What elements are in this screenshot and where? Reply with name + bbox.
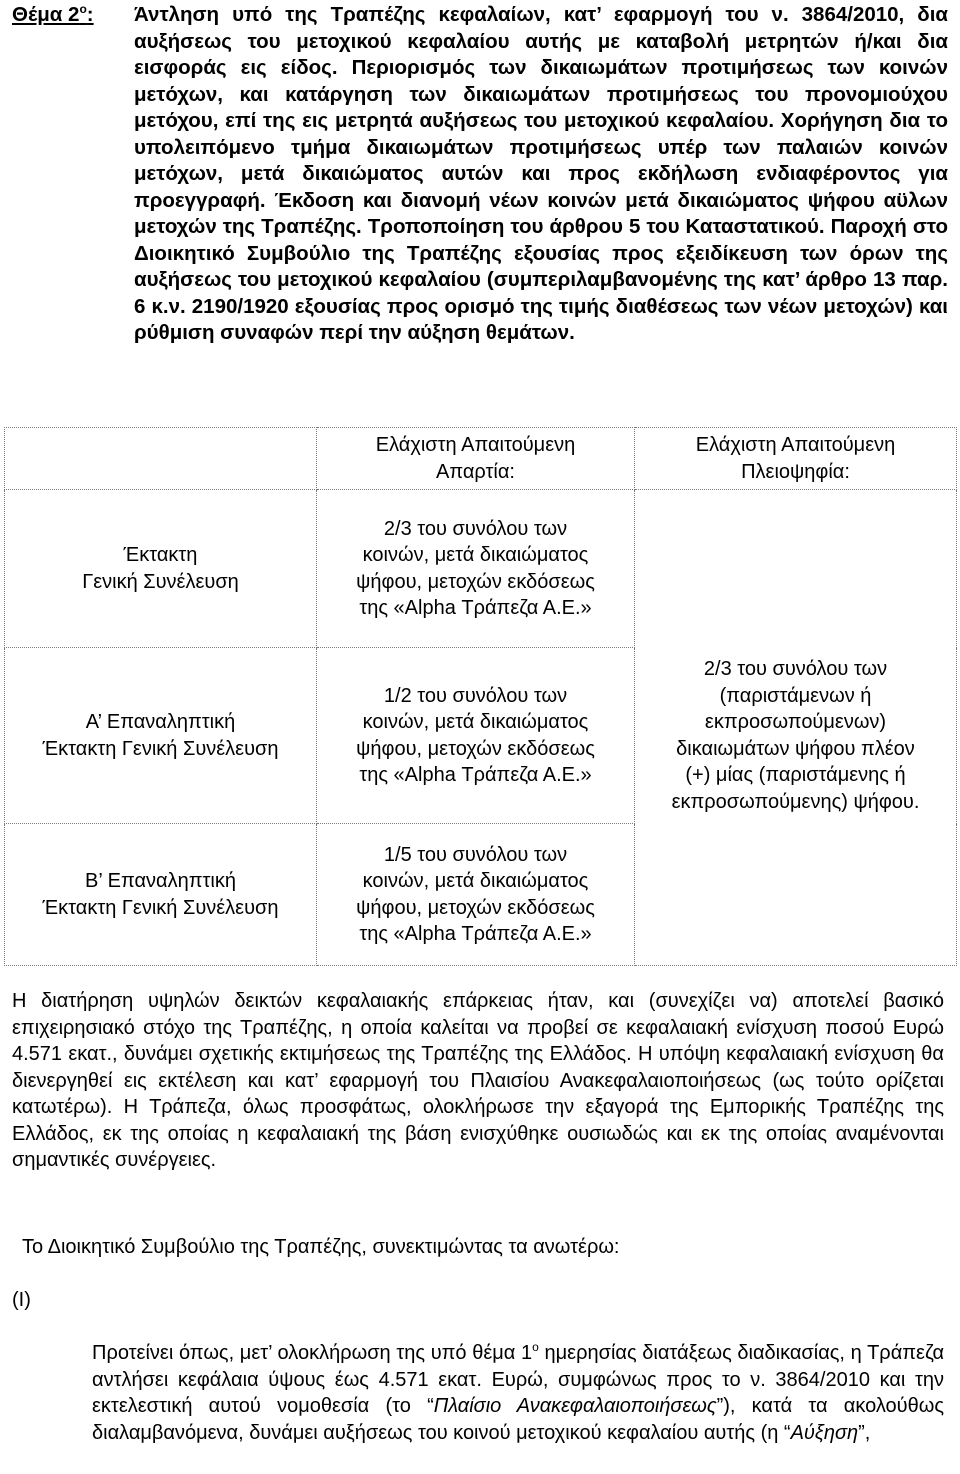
proposal-paragraph: Προτείνει όπως, μετ’ ολοκλήρωση της υπό θέμα $1^o$ ημερησίας διατάξεως διαδικασίας, η Τράπεζα αντλήσει κεφάλαια ύψους έως 4.571 εκατ. Ευρώ, συμφώνως προς το ν. 3864/2010 και την εκτελεστική αυτού νομοθεσία (το “Πλαίσιο Ανακεφαλαιοποιήσεως”), κατά τα ακολούθως διαλαμβανόμενα, δυνάμει αυξήσεως του κοινού μετοχικού κεφαλαίου αυτής (η “Αύξηση”, (92, 1340, 945, 1444)
agenda-item-text: Άντληση υπό της Τραπέζης κεφαλαίων, κατ’ εφαρμογή του ν. 3864/2010, δια αυξήσεως του μετοχικού κεφαλαίου αυτής με καταβολή μετρητών ή/και δια εισφοράς εις είδος. Περιορισμός των δικαιωμάτων προτιμήσεως των κοινών μετόχων, και κατάργηση των δικαιωμάτων προτιμήσεως του προνομιούχου μετόχου, επί της εις μετρητά αυξήσεως του μετοχικού κεφαλαίου. Χορήγηση δια το υπολειπόμενο τμήμα δικαιωμάτων προτιμήσεως υπέρ των παλαιών κοινών μετόχων, μετά δικαιώματος αυτών και προς εκδήλωση ενδιαφέροντος για προεγγραφή. Έκδοση και διανομή νέων κοινών μετά δικαιώματος ψήφου αϋλων μετοχών της Τραπέζης. Τροποποίηση του άρθρου 5 του Καταστατικού. Παροχή στο Διοικητικό Συμβούλιο της Τραπέζης εξουσίας προς εξειδίκευση των όρων της αυξήσεως του μετοχικού κεφαλαίου (συμπεριλαμβανομένης της κατ’ άρθρο 13 παρ. 6 κ.ν. 2190/1920 εξουσίας προς ορισμό της τιμής διαθέσεως των νέων μετοχών) και ρύθμιση συναφών περί την αύξηση θεμάτων. (134, 3, 948, 344)
table-header-row (5, 428, 957, 490)
quorum-cell: 1/5 του συνόλου των κοινών, μετά δικαιώματος ψήφου, μετοχών εκδόσεως της «Alpha Τράπεζα Α.Ε.» (317, 824, 635, 966)
majority-cell: 2/3 του συνόλου των (παριστάμενων ή εκπροσωπούμενων) δικαιωμάτων ψήφου πλέον (+) μίας (παριστάμενης ή εκπροσωπούμενης) ψήφου. (635, 648, 957, 824)
meeting-cell: Α’ Επαναληπτική Έκτακτη Γενική Συνέλευση (5, 648, 317, 824)
capital-adequacy-paragraph: Η διατήρηση υψηλών δεικτών κεφαλαιακής επάρκειας ήταν, και (συνεχίζει να) αποτελεί βασικό επιχειρησιακό στόχο της Τραπέζης, η οποία καλείται να προβεί σε κεφαλαιακή ενίσχυση ποσού Ευρώ 4.571 εκατ., δυνάμει σχετικής εκτιμήσεως της Τραπέζης της Ελλάδος. Η υπόψη κεφαλαιακή ενίσχυση θα διενεργηθεί εις εκτέλεση και κατ’ εφαρμογή του Πλαισίου Ανακεφαλαιοποιήσεως (ως τούτο ορίζεται κατωτέρω). Η Τράπεζα, όλως προσφάτως, ολοκλήρωσε την εξαγορά της Εμπορικής Τραπέζης της Ελλάδος, εκ της οποίας η κεφαλαιακή της βάση ενισχύθηκε ουσιωδώς και εκ της οποίας αναμένονται σημαντικές συνέργειες. (12, 990, 944, 1171)
agenda-item-label: Θέμα $2^o$: (12, 2, 94, 26)
header-majority: Ελάχιστη Απαιτούμενη Πλειοψηφία: (635, 428, 957, 490)
meeting-cell: Β’ Επαναληπτική Έκτακτη Γενική Συνέλευση (5, 824, 317, 966)
quorum-cell: 2/3 του συνόλου των κοινών, μετά δικαιώματος ψήφου, μετοχών εκδόσεως της «Alpha Τράπεζα Α.Ε.» (317, 490, 635, 648)
header-quorum: Ελάχιστη Απαιτούμενη Απαρτία: (317, 428, 635, 490)
quorum-cell: 1/2 του συνόλου των κοινών, μετά δικαιώματος ψήφου, μετοχών εκδόσεως της «Alpha Τράπεζα Α.Ε.» (317, 648, 635, 824)
table-row (5, 824, 957, 966)
majority-bottom-cell (635, 824, 957, 966)
meeting-cell: Έκτακτη Γενική Συνέλευση (5, 490, 317, 648)
board-statement: Το Διοικητικό Συμβούλιο της Τραπέζης, συνεκτιμώντας τα ανωτέρω: (22, 1236, 620, 1258)
agenda-item-heading (12, 2, 948, 347)
header-empty-cell (5, 428, 317, 490)
item-marker: (I) (12, 1289, 31, 1311)
table-row (5, 648, 957, 824)
table-row (5, 490, 957, 648)
majority-top-cell (635, 490, 957, 648)
quorum-majority-table (4, 427, 957, 966)
